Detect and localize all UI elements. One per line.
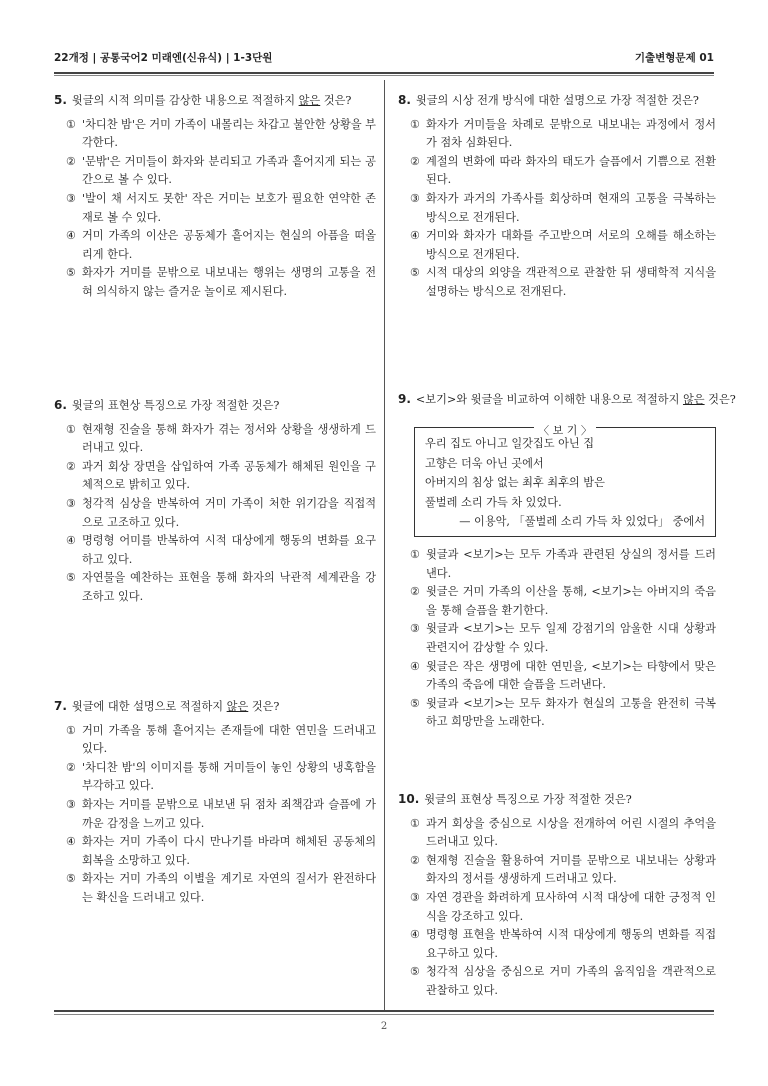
option-3[interactable]: ③ 윗글과 <보기>는 모두 일제 강점기의 암울한 시대 상황과 관련지어 감상할 수 있다. [410, 622, 716, 654]
course-info: 22개정 | 공통국어2 미래엔(신유식) | 1-3단원 [54, 52, 273, 64]
option-list [398, 815, 716, 1001]
option-5[interactable]: ⑤ 청각적 심상을 중심으로 거미 가족의 움직임을 객관적으로 관찰하고 있다. [410, 965, 716, 997]
worksheet-title: 기출변형문제 01 [634, 52, 714, 64]
question-9-options [398, 546, 716, 732]
poem-line: 풀벌레 소리 가득 차 있었다. [425, 495, 562, 509]
option-1[interactable]: ① 화자가 거미들을 차례로 문밖으로 내보내는 과정에서 정서가 점차 심화된다. [410, 117, 716, 150]
page-number: 2 [380, 1021, 388, 1032]
question-number: 7. [54, 699, 67, 713]
poem-line: 우리 집도 아니고 일갓집도 아닌 집 [425, 437, 595, 450]
option-4[interactable]: ④ 윗글은 작은 생명에 대한 연민을, <보기>는 타향에서 맞은 가족의 죽음에 대한 슬픔을 드러낸다. [410, 659, 716, 692]
poem-line: 고향은 더욱 아닌 곳에서 [425, 456, 544, 470]
question-stem: 9. <보기>와 윗글을 비교하여 이해한 내용으로 적절하지 않은 것은? [398, 392, 736, 406]
bogi-label: 〈 보 기 〉 [534, 424, 596, 437]
header-rule-thin [54, 75, 714, 76]
question-number: 6. [54, 398, 67, 412]
header-rule [54, 72, 714, 74]
question-10 [398, 790, 716, 1001]
option-list [54, 722, 376, 908]
option-5[interactable]: ⑤ 화자는 거미 가족의 이별을 계기로 자연의 질서가 완전하다는 확신을 드러내고 있다. [66, 872, 376, 904]
question-stem: 7. 윗글에 대한 설명으로 적절하지 않은 것은? [54, 699, 280, 713]
question-5 [54, 91, 376, 302]
option-4[interactable]: ④ 명령형 표현을 반복하여 시적 대상에게 행동의 변화를 직접 요구하고 있다. [410, 928, 716, 960]
option-3[interactable]: ③ '발이 채 서지도 못한' 작은 거미는 보호가 필요한 연약한 존재로 볼 수 있다. [66, 191, 376, 224]
option-5[interactable]: ⑤ 화자가 거미를 문밖으로 내보내는 행위는 생명의 고통을 전혀 의식하지 않는 즐거운 놀이로 제시된다. [66, 266, 376, 298]
footer-rule [54, 1010, 714, 1012]
question-stem: 6. 윗글의 표현상 특징으로 가장 적절한 것은? [54, 398, 280, 412]
option-list [398, 116, 716, 302]
question-stem: 8. 윗글의 시상 전개 방식에 대한 설명으로 가장 적절한 것은? [398, 93, 699, 107]
option-4[interactable]: ④ 거미와 화자가 대화를 주고받으며 서로의 오해를 해소하는 방식으로 전개된다. [410, 229, 716, 261]
option-1[interactable]: ① 현재형 진술을 통해 화자가 겪는 정서와 상황을 생생하게 드러내고 있다. [66, 422, 376, 455]
option-4[interactable]: ④ 거미 가족의 이산은 공동체가 흩어지는 현실의 아픔을 떠올리게 한다. [66, 229, 376, 261]
question-7 [54, 697, 376, 908]
poem-line: 아버지의 침상 없는 최후 최후의 밤은 [425, 476, 605, 489]
question-number: 9. [398, 392, 411, 406]
option-list [54, 116, 376, 302]
option-5[interactable]: ⑤ 시적 대상의 외양을 객관적으로 관찰한 뒤 생태학적 지식을 설명하는 방식으로 전개된다. [410, 266, 716, 298]
bogi-box [414, 424, 716, 537]
column-divider [384, 80, 385, 1010]
question-number: 8. [398, 93, 411, 107]
bogi-poem [425, 434, 715, 532]
option-3[interactable]: ③ 화자는 거미를 문밖으로 내보낸 뒤 점차 죄책감과 슬픔에 가까운 감정을 느끼고 있다. [66, 797, 376, 830]
option-2[interactable]: ② 현재형 진술을 활용하여 거미를 문밖으로 내보내는 상황과 화자의 정서를 생생하게 드러내고 있다. [410, 853, 716, 886]
option-2[interactable]: ② '문밖'은 거미들이 화자와 분리되고 가족과 흩어지게 되는 공간으로 볼 수 있다. [66, 154, 376, 187]
question-6 [54, 396, 376, 607]
option-2[interactable]: ② 계절의 변화에 따라 화자의 태도가 슬픔에서 기쁨으로 전환된다. [410, 154, 716, 187]
question-number: 10. [398, 792, 420, 806]
option-1[interactable]: ① 과거 회상을 중심으로 시상을 전개하여 어린 시절의 추억을 드러내고 있다. [410, 816, 716, 849]
option-list [54, 421, 376, 607]
page-header [54, 50, 714, 70]
option-1[interactable]: ① '차디찬 밤'은 거미 가족이 내몰리는 차갑고 불안한 상황을 부각한다. [66, 117, 376, 150]
poem-source: — 이용악, 「풀벌레 소리 가득 차 있었다」 중에서 [459, 515, 705, 528]
option-list [398, 546, 716, 732]
footer-rule-thin [54, 1014, 714, 1015]
question-9 [398, 390, 736, 410]
question-8 [398, 91, 716, 302]
option-1[interactable]: ① 윗글과 <보기>는 모두 가족과 관련된 상실의 정서를 드러낸다. [410, 548, 716, 580]
option-2[interactable]: ② '차디찬 밤'의 이미지를 통해 거미들이 놓인 상황의 냉혹함을 부각하고 있다. [66, 760, 376, 793]
option-1[interactable]: ① 거미 가족을 통해 흩어지는 존재들에 대한 연민을 드러내고 있다. [66, 723, 376, 756]
option-3[interactable]: ③ 화자가 과거의 가족사를 회상하며 현재의 고통을 극복하는 방식으로 전개된다. [410, 191, 716, 224]
option-3[interactable]: ③ 청각적 심상을 반복하여 거미 가족이 처한 위기감을 직접적으로 고조하고 있다. [66, 496, 376, 529]
option-3[interactable]: ③ 자연 경관을 화려하게 묘사하여 시적 대상에 대한 긍정적 인식을 강조하고 있다. [410, 890, 716, 923]
question-number: 5. [54, 93, 67, 107]
question-stem: 5. 윗글의 시적 의미를 감상한 내용으로 적절하지 않은 것은? [54, 93, 352, 107]
option-2[interactable]: ② 윗글은 거미 가족의 이산을 통해, <보기>는 아버지의 죽음을 통해 슬픔을 환기한다. [410, 585, 716, 617]
option-4[interactable]: ④ 화자는 거미 가족이 다시 만나기를 바라며 해체된 공동체의 회복을 소망하고 있다. [66, 835, 376, 867]
option-5[interactable]: ⑤ 자연물을 예찬하는 표현을 통해 화자의 낙관적 세계관을 강조하고 있다. [66, 571, 376, 603]
option-2[interactable]: ② 과거 회상 장면을 삽입하여 가족 공동체가 해체된 원인을 구체적으로 밝히고 있다. [66, 459, 376, 492]
question-stem: 10. 윗글의 표현상 특징으로 가장 적절한 것은? [398, 792, 632, 806]
option-4[interactable]: ④ 명령형 어미를 반복하여 시적 대상에게 행동의 변화를 요구하고 있다. [66, 534, 376, 566]
option-5[interactable]: ⑤ 윗글과 <보기>는 모두 화자가 현실의 고통을 완전히 극복하고 희망만을 노래한다. [410, 696, 716, 729]
